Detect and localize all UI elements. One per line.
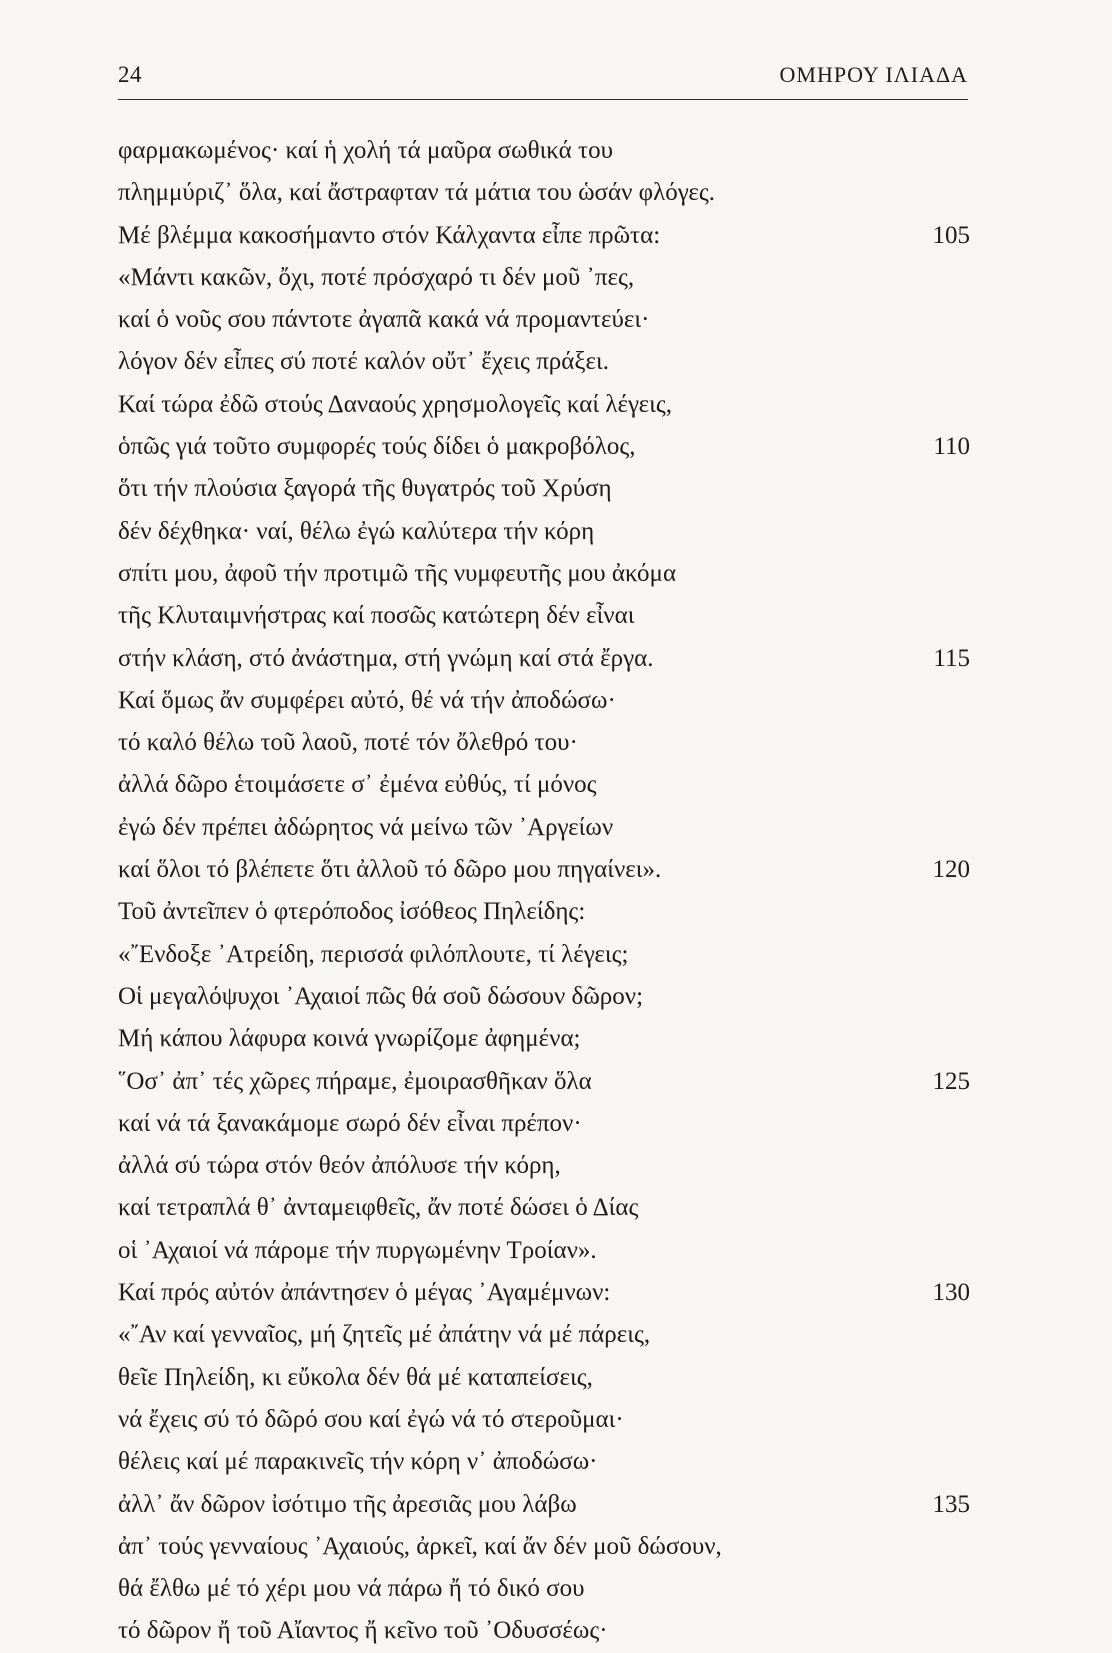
verse-line — [118, 215, 970, 257]
verse-text: τῆς Κλυταιμνήστρας καί ποσῶς κατώτερη δέν εἶναι — [118, 602, 635, 630]
verse-text: καί ὁ νοῦς σου πάντοτε ἀγαπᾶ κακά νά προμαντεύει· — [118, 306, 650, 334]
verse-text: «Μάντι κακῶν, ὄχι, ποτέ πρόσχαρό τι δέν μοῦ ᾿πες, — [118, 263, 635, 291]
verse-line — [118, 891, 970, 933]
verse-line — [118, 257, 970, 299]
verse-list — [118, 130, 970, 1653]
verse-text: ῞Οσ᾽ ἀπ᾽ τές χῶρες πήραμε, ἐμοιρασθῆκαν ὅλα — [118, 1067, 592, 1095]
verse-text: Μή κάπου λάφυρα κοινά γνωρίζομε ἀφημένα; — [118, 1025, 581, 1053]
verse-text: τό δῶρον ἤ τοῦ Αἴαντος ἤ κεῖνο τοῦ ᾿Οδυσσέως· — [118, 1617, 608, 1645]
header-rule — [118, 99, 968, 100]
verse-line — [118, 976, 970, 1018]
verse-line — [118, 1230, 970, 1272]
verse-text: στήν κλάση, στό ἀνάστημα, στή γνώμη καί στά ἔργα. — [118, 644, 654, 672]
verse-text: Μέ βλέμμα κακοσήμαντο στόν Κάλχαντα εἶπε πρῶτα: — [118, 221, 661, 249]
page-number: 24 — [118, 62, 142, 87]
verse-line — [118, 1568, 970, 1610]
verse-line — [118, 384, 970, 426]
verse-line — [118, 468, 970, 510]
verse-number: 120 — [932, 856, 970, 884]
verse-number: 130 — [932, 1279, 970, 1307]
verse-number: 110 — [933, 433, 970, 461]
verse-text: ὅτι τήν πλούσια ξαγορά τῆς θυγατρός τοῦ Χρύση — [118, 475, 612, 503]
verse-line — [118, 1526, 970, 1568]
verse-line — [118, 511, 970, 553]
verse-text: ἀπ᾽ τούς γενναίους ᾿Αχαιούς, ἀρκεῖ, καί ἄν δέν μοῦ δώσουν, — [118, 1532, 722, 1560]
verse-line — [118, 130, 970, 172]
verse-text: Τοῦ ἀντεῖπεν ὁ φτερόποδος ἰσόθεος Πηλείδης: — [118, 898, 586, 926]
verse-text: καί τετραπλά θ᾽ ἀνταμειφθεῖς, ἄν ποτέ δώσει ὁ Δίας — [118, 1194, 639, 1222]
verse-number: 125 — [932, 1067, 970, 1095]
verse-line — [118, 1314, 970, 1356]
verse-text: σπίτι μου, ἀφοῦ τήν προτιμῶ τῆς νυμφευτῆς μου ἀκόμα — [118, 559, 677, 587]
verse-line — [118, 849, 970, 891]
verse-text: πλημμύριζ᾽ ὅλα, καί ἄστραφταν τά μάτια του ὡσάν φλόγες. — [118, 179, 715, 207]
verse-line — [118, 1187, 970, 1229]
page-header — [118, 62, 968, 100]
verse-text: φαρμακωμένος· καί ἡ χολή τά μαῦρα σωθικά του — [118, 137, 613, 164]
verse-text: ὁπῶς γιά τοῦτο συμφορές τούς δίδει ὁ μακροβόλος, — [118, 433, 636, 461]
verse-line — [118, 680, 970, 722]
verse-line — [118, 1441, 970, 1483]
verse-text: Οἱ μεγαλόψυχοι ᾿Αχαιοί πῶς θά σοῦ δώσουν δῶρον; — [118, 982, 644, 1010]
verse-text: λόγον δέν εἶπες σύ ποτέ καλόν οὔτ᾽ ἔχεις πράξει. — [118, 348, 610, 376]
verse-line — [118, 1399, 970, 1441]
verse-text: καί νά τά ξανακάμομε σωρό δέν εἶναι πρέπον· — [118, 1109, 582, 1137]
verse-line — [118, 934, 970, 976]
verse-text: νά ἔχεις σύ τό δῶρό σου καί ἐγώ νά τό στεροῦμαι· — [118, 1405, 624, 1433]
verse-line — [118, 341, 970, 383]
verse-text: τό καλό θέλω τοῦ λαοῦ, ποτέ τόν ὄλεθρό του· — [118, 729, 578, 757]
verse-number: 135 — [932, 1490, 970, 1518]
verse-number: 115 — [933, 644, 970, 672]
verse-line — [118, 722, 970, 764]
verse-number: 105 — [932, 221, 970, 249]
verse-text: Καί τώρα ἐδῶ στούς Δαναούς χρησμολογεῖς καί λέγεις, — [118, 390, 672, 418]
verse-text: «῎Ενδοξε ᾿Ατρείδη, περισσά φιλόπλουτε, τί λέγεις; — [118, 940, 629, 968]
verse-line — [118, 1018, 970, 1060]
verse-line — [118, 1484, 970, 1526]
verse-text: ἀλλά δῶρο ἑτοιμάσετε σ᾽ ἐμένα εὐθύς, τί μόνος — [118, 771, 597, 799]
verse-line — [118, 1103, 970, 1145]
verse-text: Καί ὅμως ἄν συμφέρει αὐτό, θέ νά τήν ἀποδώσω· — [118, 686, 616, 714]
verse-text: ἀλλ᾽ ἄν δῶρον ἰσότιμο τῆς ἀρεσιᾶς μου λάβω — [118, 1490, 577, 1518]
verse-line — [118, 1357, 970, 1399]
verse-line — [118, 1272, 970, 1314]
verse-text: ἀλλά σύ τώρα στόν θεόν ἀπόλυσε τήν κόρη, — [118, 1152, 561, 1180]
verse-text: «῎Αν καί γενναῖος, μή ζητεῖς μέ ἀπάτην νά μέ πάρεις, — [118, 1321, 651, 1349]
verse-line — [118, 1061, 970, 1103]
verse-line — [118, 426, 970, 468]
verse-line — [118, 764, 970, 806]
verse-text: θεῖε Πηλείδη, κι εὔκολα δέν θά μέ καταπείσεις, — [118, 1363, 593, 1391]
verse-text: δέν δέχθηκα· ναί, θέλω ἐγώ καλύτερα τήν κόρη — [118, 517, 595, 545]
verse-line — [118, 807, 970, 849]
verse-text: Καί πρός αὐτόν ἀπάντησεν ὁ μέγας ᾿Αγαμέμνων: — [118, 1279, 611, 1307]
verse-text: θά ἔλθω μέ τό χέρι μου νά πάρω ἤ τό δικό σου — [118, 1575, 585, 1603]
verse-text: οἱ ᾿Αχαιοί νά πάρομε τήν πυργωμένην Τροίαν». — [118, 1236, 597, 1264]
verse-line — [118, 1145, 970, 1187]
running-title: ΟΜΗΡΟΥ ΙΛΙΑΔΑ — [779, 62, 968, 87]
verse-line — [118, 172, 970, 214]
verse-line — [118, 1610, 970, 1652]
verse-line — [118, 553, 970, 595]
verse-line — [118, 638, 970, 680]
verse-text: θέλεις καί μέ παρακινεῖς τήν κόρη ν᾽ ἀποδώσω· — [118, 1448, 598, 1476]
verse-text: καί ὅλοι τό βλέπετε ὅτι ἀλλοῦ τό δῶρο μου πηγαίνει». — [118, 856, 662, 884]
verse-line — [118, 299, 970, 341]
verse-line — [118, 595, 970, 637]
verse-text: ἐγώ δέν πρέπει ἀδώρητος νά μείνω τῶν ᾿Αργείων — [118, 813, 614, 841]
